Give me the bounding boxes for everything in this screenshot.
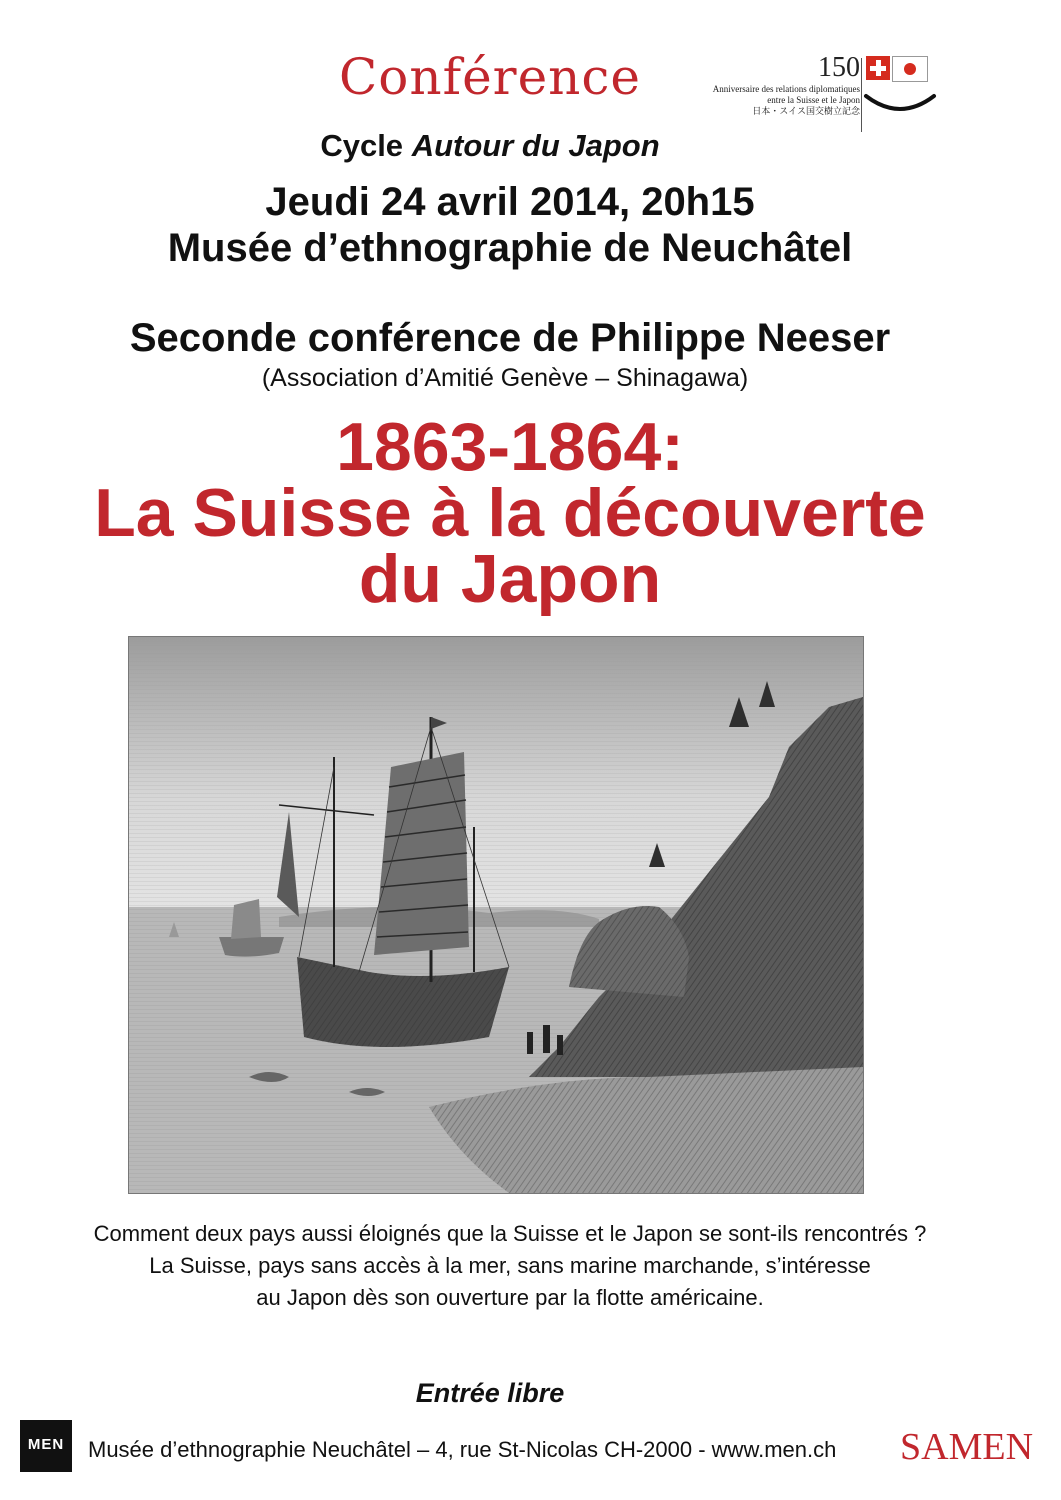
description-line1: Comment deux pays aussi éloignés que la Suisse et le Japon se sont-ils rencontrés ? (93, 1221, 927, 1246)
anniversary-caption-line3: 日本・スイス国交樹立記念 (752, 106, 860, 116)
cycle-name: Autour du Japon (411, 128, 660, 163)
junk-ship-engraving (128, 636, 864, 1194)
footer-address: Musée d’ethnographie Neuchâtel – 4, rue St-Nicolas CH-2000 - www.men.ch (88, 1437, 837, 1462)
cycle-line (190, 128, 790, 164)
smile-icon (860, 86, 940, 116)
main-title-line3: du Japon (358, 541, 662, 617)
speaker-affiliation: (Association d’Amitié Genève – Shinagawa) (261, 364, 749, 392)
japan-flag-icon (892, 56, 928, 82)
speaker-line: Seconde conférence de Philippe Neeser (129, 316, 891, 360)
cycle-prefix: Cycle (320, 128, 404, 163)
anniversary-logo (712, 52, 1010, 142)
event-venue: Musée d’ethnographie de Neuchâtel (167, 226, 853, 270)
men-logo-text: MEN (27, 1436, 65, 1453)
conference-heading: Conférence (339, 48, 641, 106)
main-title (20, 409, 1000, 617)
anniversary-caption-line2: entre la Suisse et le Japon (767, 95, 860, 105)
samen-logo: SAMEN (900, 1426, 1034, 1468)
description-line3: au Japon dès son ouverture par la flotte américaine. (256, 1285, 764, 1310)
anniversary-caption-line1: Anniversaire des relations diplomatiques (712, 84, 860, 94)
description-line2: La Suisse, pays sans accès à la mer, sans marine marchande, s’intéresse (149, 1253, 871, 1278)
event-date: Jeudi 24 avril 2014, 20h15 (265, 180, 755, 224)
main-title-line1: 1863-1864: (336, 409, 684, 485)
swiss-flag-icon (866, 56, 890, 80)
description (30, 1218, 990, 1314)
entry-note: Entrée libre (415, 1378, 565, 1408)
main-title-line2: La Suisse à la découverte (94, 475, 926, 551)
anniversary-number: 150 (818, 52, 860, 83)
men-logo (20, 1420, 72, 1472)
anniversary-caption (660, 84, 860, 117)
